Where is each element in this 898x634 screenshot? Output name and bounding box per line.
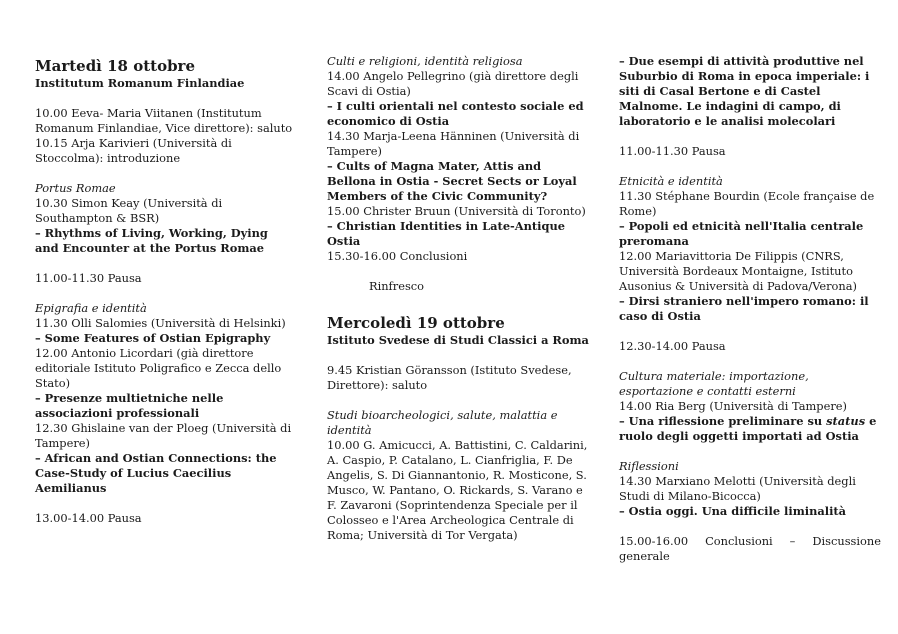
speaker: 14.00 Angelo Pellegrino (già direttore degli Scavi di Ostia) <box>327 69 579 98</box>
final-general: generale <box>619 549 670 563</box>
session-etnicita: Etnicità e identità <box>619 174 723 188</box>
column-3 <box>619 54 881 564</box>
session-epigrafia: Epigrafia e identità <box>35 301 147 315</box>
talk-title: – I culti orientali nel contesto sociale ed economico di Ostia <box>327 99 584 128</box>
talk-title: – Dirsi straniero nell'impero romano: il caso di Ostia <box>619 294 869 323</box>
speaker: 14.30 Marja-Leena Hänninen (Università di Tampere) <box>327 129 580 158</box>
talk-title-pre: – Una riflessione preliminare su <box>619 414 827 428</box>
speaker: 12.00 Antonio Licordari (già direttore editoriale Istituto Poligrafico e Zecca dello Stato) <box>35 346 282 390</box>
talk-title: – Popoli ed etnicità nell'Italia centrale preromana <box>619 219 864 248</box>
talk-title: – Due esempi di attività produttive nel Suburbio di Roma in epoca imperiale: i siti di Casal Bertone e di Castel Malnome. Le indagini di campo, di laboratorio e le analisi molecolari <box>619 54 870 128</box>
session-riflessioni: Riflessioni <box>619 459 679 473</box>
intro-2: 10.15 Arja Karivieri (Università di Stoccolma): introduzione <box>35 136 232 165</box>
speaker: 12.00 Mariavittoria De Filippis (CNRS, Università Bordeaux Montaigne, Istituto Ausonius & Università di Padova/Verona) <box>619 249 857 293</box>
talk-title: – Presenze multietniche nelle associazioni professionali <box>35 391 224 420</box>
conclusions: 15.30-16.00 Conclusioni <box>327 249 468 263</box>
talk-title: – Ostia oggi. Una difficile liminalità <box>619 504 847 518</box>
speaker: 14.00 Ria Berg (Università di Tampere) <box>619 399 847 413</box>
session-cultura-materiale: Cultura materiale: importazione, esportazione e contatti esterni <box>619 369 809 398</box>
talk-title: – Christian Identities in Late-Antique Ostia <box>327 219 565 248</box>
venue-tuesday: Institutum Romanum Finlandiae <box>35 76 245 90</box>
final-label: Conclusioni <box>705 534 773 548</box>
session-bioarcheologici: Studi bioarcheologici, salute, malattia e identità <box>327 408 558 437</box>
break: 13.00-14.00 Pausa <box>35 511 142 525</box>
talk-title: – African and Ostian Connections: the Case-Study of Lucius Caecilius Aemilianus <box>35 451 277 495</box>
greeting: 9.45 Kristian Göransson (Istituto Svedese, Direttore): saluto <box>327 363 572 392</box>
talk-title: – Some Features of Ostian Epigraphy <box>35 331 271 345</box>
final-time: 15.00-16.00 <box>619 534 689 548</box>
talk-title: – Cults of Magna Mater, Attis and Bellona in Ostia - Secret Sects or Loyal Members of the Civic Community? <box>327 159 577 203</box>
break: 11.00-11.30 Pausa <box>35 271 142 285</box>
talk-title: – Rhythms of Living, Working, Dying and Encounter at the Portus Romae <box>35 226 268 255</box>
final-discussion: Discussione <box>812 534 881 548</box>
speaker: 15.00 Christer Bruun (Università di Toronto) <box>327 204 586 218</box>
session-portus: Portus Romae <box>35 181 116 195</box>
intro-1: 10.00 Eeva- Maria Viitanen (Institutum Romanum Finlandiae, Vice direttore): saluto <box>35 106 293 135</box>
day-title-wednesday: Mercoledì 19 ottobre <box>327 314 505 332</box>
venue-wednesday: Istituto Svedese di Studi Classici a Roma <box>327 333 589 347</box>
column-2 <box>327 54 592 543</box>
session-culti: Culti e religioni, identità religiosa <box>327 54 523 68</box>
break: 12.30-14.00 Pausa <box>619 339 726 353</box>
talk-title <box>619 414 881 444</box>
column-1 <box>35 52 295 526</box>
speaker: 11.30 Olli Salomies (Università di Helsinki) <box>35 316 286 330</box>
final-dash: – <box>789 534 796 548</box>
talk-title-post: e ruolo degli oggetti importati ad Ostia <box>619 414 877 443</box>
final-session-row <box>619 534 881 549</box>
day-title-tuesday: Martedì 18 ottobre <box>35 57 196 75</box>
refreshment: Rinfresco <box>369 279 425 293</box>
talk-title-emphasis: status <box>826 414 866 428</box>
speaker: 11.30 Stéphane Bourdin (Ecole française de Rome) <box>619 189 875 218</box>
speaker: 10.30 Simon Keay (Università di Southampton & BSR) <box>35 196 223 225</box>
speaker: 12.30 Ghislaine van der Ploeg (Università di Tampere) <box>35 421 292 450</box>
speakers-list: 10.00 G. Amicucci, A. Battistini, C. Caldarini, A. Caspio, P. Catalano, L. Cianfriglia, F. De Angelis, S. Di Giannantonio, R. Mosticone, S. Musco, W. Pantano, O. Rickards, S. Varano e F. Zavaroni (Soprintendenza Speciale per il Colosseo e l'Area Archeologica Centrale di Roma; Università di Tor Vergata) <box>327 438 588 542</box>
break: 11.00-11.30 Pausa <box>619 144 726 158</box>
speaker: 14.30 Marxiano Melotti (Università degli Studi di Milano-Bicocca) <box>619 474 856 503</box>
